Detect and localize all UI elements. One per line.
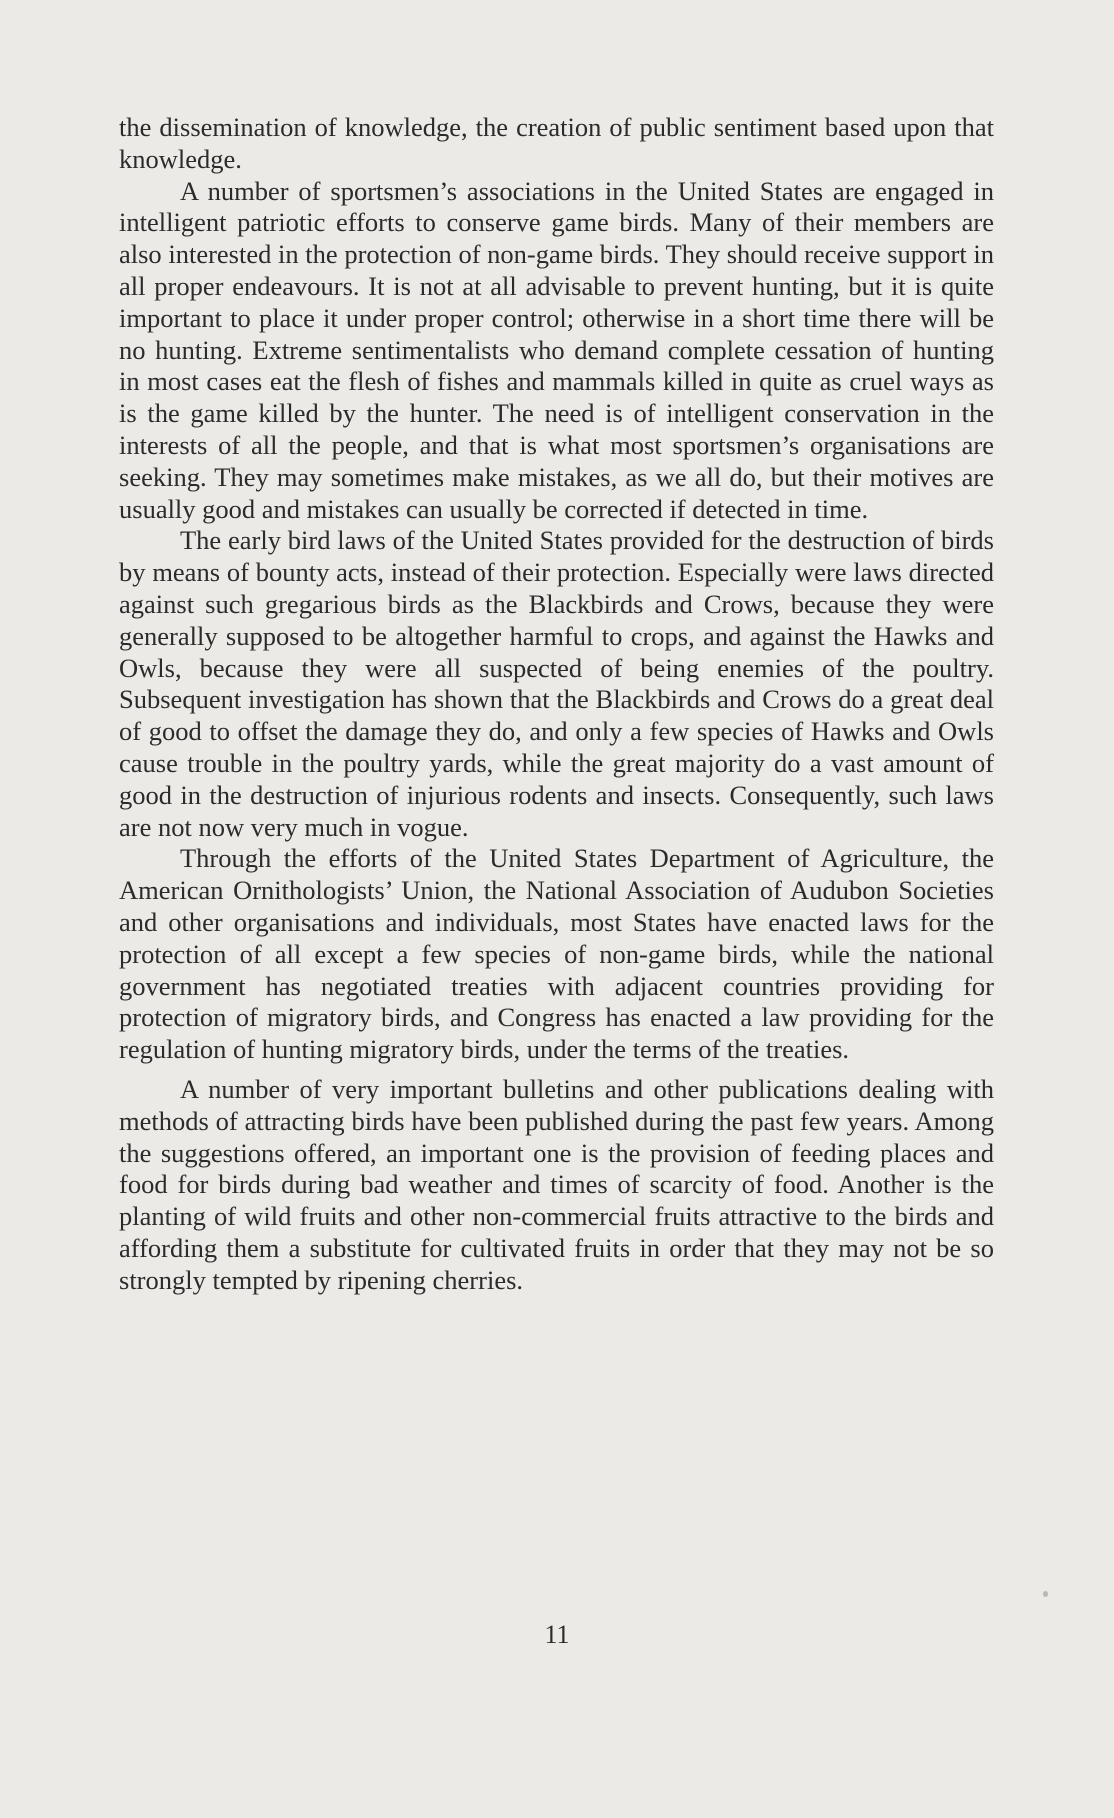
- body-text: [119, 112, 994, 1296]
- paragraph-2: A number of sportsmen’s associations in the United States are engaged in intelligent patriotic efforts to conserve game birds. Many of their members are also interested in the protection of non-game birds. They should receive support in all proper endeavours. It is not at all advisable to prevent hunting, but it is quite important to place it under proper control; otherwise in a short time there will be no hunting. Extreme sentimentalists who demand complete cessation of hunting in most cases eat the flesh of fishes and mammals killed in quite as cruel ways as is the game killed by the hunter. The need is of intelligent conservation in the interests of all the people, and that is what most sportsmen’s organisations are seeking. They may sometimes make mistakes, as we all do, but their motives are usually good and mistakes can usually be corrected if detected in time.: [119, 175, 994, 524]
- page-number: 11: [544, 1620, 570, 1649]
- paragraph-4: Through the efforts of the United States Department of Agriculture, the American Ornithologists’ Union, the National Association of Audubon Societies and other organisations and individuals, most States have enacted laws for the protection of all except a few species of non-game birds, while the national government has negotiated treaties with adjacent countries providing for protection of migratory birds, and Congress has enacted a law providing for the regulation of hunting migratory birds, under the terms of the treaties.: [119, 843, 994, 1065]
- paragraph-1: the dissemination of knowledge, the creation of public sentiment based upon that knowledge.: [119, 112, 994, 174]
- paragraph-3: The early bird laws of the United States provided for the destruction of birds by means of bounty acts, instead of their protection. Especially were laws directed against such gregarious birds as the Blackbirds and Crows, because they were generally supposed to be altogether harmful to crops, and against the Hawks and Owls, because they were all suspected of being enemies of the poultry. Subsequent investigation has shown that the Blackbirds and Crows do a great deal of good to offset the damage they do, and only a few species of Hawks and Owls cause trouble in the poultry yards, while the great majority do a vast amount of good in the destruction of injurious rodents and insects. Consequently, such laws are not now very much in vogue.: [119, 525, 994, 842]
- paragraph-5: A number of very important bulletins and other publications dealing with methods of attracting birds have been published during the past few years. Among the suggestions offered, an important one is the provision of feeding places and food for birds during bad weather and times of scarcity of food. Another is the planting of wild fruits and other non-commercial fruits attractive to the birds and affording them a substitute for cultivated fruits in order that they may not be so strongly tempted by ripening cherries.: [119, 1073, 994, 1295]
- paper-speck: [1043, 1591, 1048, 1597]
